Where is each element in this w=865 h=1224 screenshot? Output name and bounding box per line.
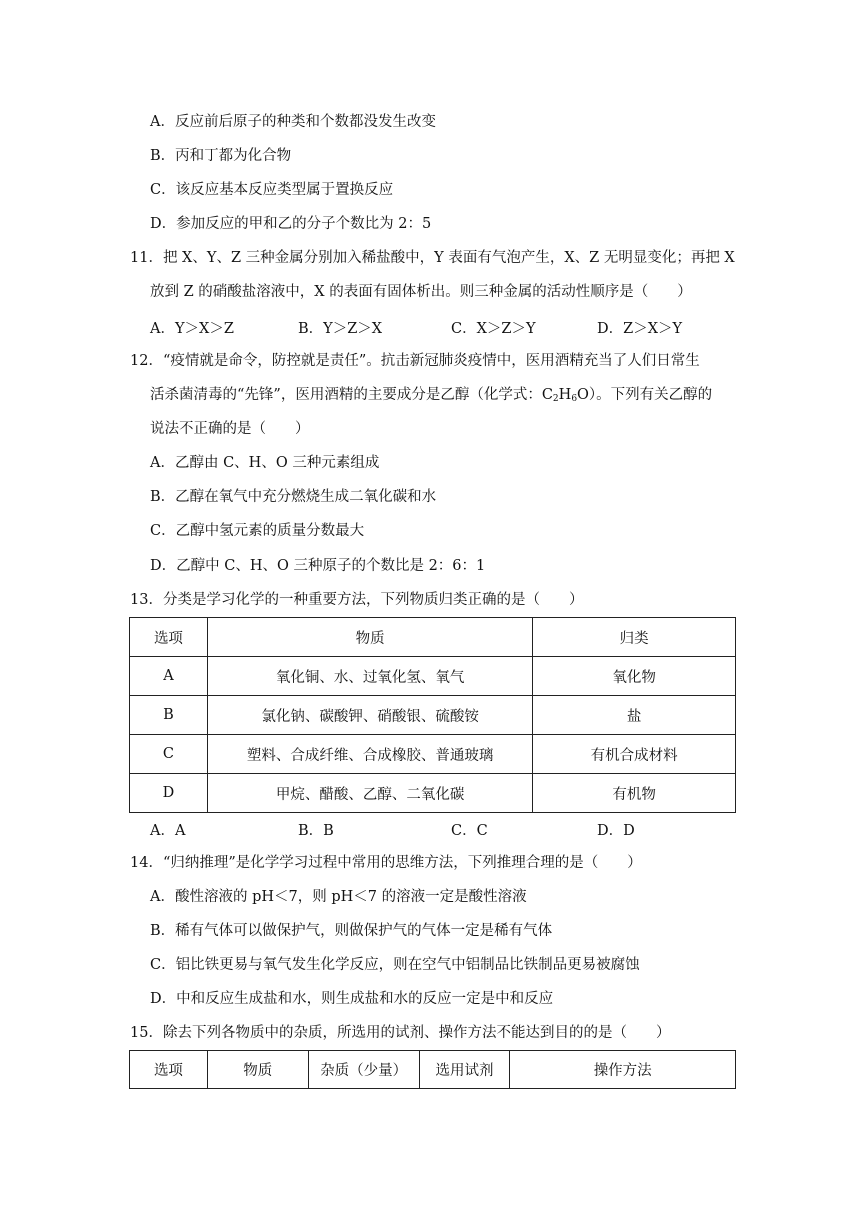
q13-stem: 13．分类是学习化学的一种重要方法，下列物质归类正确的是（ ） (130, 592, 584, 608)
table-cell: C (130, 735, 208, 774)
q11-stem-line2: 放到 Z 的硝酸盐溶液中，X 的表面有固体析出。则三种金属的活动性顺序是（ ） (150, 284, 692, 300)
q12-option-d: D．乙醇中 C、H、O 三种原子的个数比是 2：6：1 (150, 558, 486, 574)
q13-option-b: B．B (298, 823, 334, 839)
q11-option-c: C．X＞Z＞Y (451, 321, 536, 337)
q15-stem: 15．除去下列各物质中的杂质，所选用的试剂、操作方法不能达到目的的是（ ） (130, 1025, 671, 1041)
q12-stem-line2 (150, 385, 712, 409)
q12-option-b: B．乙醇在氧气中充分燃烧生成二氧化碳和水 (150, 489, 437, 505)
table-cell: 塑料、合成纤维、合成橡胶、普通玻璃 (207, 735, 532, 774)
formula-subscript-h: 6 (571, 394, 578, 404)
table-cell: 氧化铜、水、过氧化氢、氧气 (207, 657, 532, 696)
q13-table (129, 617, 736, 813)
table-cell: 有机物 (533, 774, 736, 813)
table-cell: 有机合成材料 (533, 735, 736, 774)
table-cell: 盐 (533, 696, 736, 735)
table-row (130, 657, 736, 696)
table-cell: D (130, 774, 208, 813)
table-header-cell: 选项 (130, 1051, 208, 1089)
q13-option-d: D．D (597, 823, 635, 839)
table-cell: B (130, 696, 208, 735)
table-row (130, 735, 736, 774)
q12-line2-pre: 活杀菌清毒的“先锋”，医用酒精的主要成分是乙醇（化学式：C (150, 387, 553, 403)
table-header-cell: 选项 (130, 618, 208, 657)
q15-table (129, 1050, 736, 1089)
q14-option-d: D．中和反应生成盐和水，则生成盐和水的反应一定是中和反应 (150, 991, 554, 1007)
formula-subscript-c: 2 (552, 394, 559, 404)
table-header-cell: 归类 (533, 618, 736, 657)
q12-option-a: A．乙醇由 C、H、O 三种元素组成 (150, 455, 380, 471)
q14-option-c: C．铝比铁更易与氧气发生化学反应，则在空气中铝制品比铁制品更易被腐蚀 (150, 957, 640, 973)
q13-option-a: A．A (150, 823, 186, 839)
table-header-cell: 操作方法 (510, 1051, 736, 1089)
q11-stem-line1: 11．把 X、Y、Z 三种金属分别加入稀盐酸中，Y 表面有气泡产生，X、Z 无明显变化；再把 X (130, 250, 735, 266)
q12-line2-post: O）。下列有关乙醇的 (577, 387, 713, 403)
q10-option-a: A．反应前后原子的种类和个数都没发生改变 (150, 114, 436, 130)
table-cell: A (130, 657, 208, 696)
q11-option-a: A．Y＞X＞Z (150, 321, 234, 337)
table-cell: 甲烷、醋酸、乙醇、二氧化碳 (207, 774, 532, 813)
q14-stem: 14．“归纳推理”是化学学习过程中常用的思维方法，下列推理合理的是（ ） (130, 855, 642, 871)
q10-option-d: D．参加反应的甲和乙的分子个数比为 2：5 (150, 216, 432, 232)
table-row (130, 696, 736, 735)
table-header-row (130, 618, 736, 657)
table-row (130, 774, 736, 813)
table-header-row (130, 1051, 736, 1089)
formula-h: H (558, 387, 572, 403)
q14-option-b: B．稀有气体可以做保护气，则做保护气的气体一定是稀有气体 (150, 923, 553, 939)
table-cell: 氧化物 (533, 657, 736, 696)
q10-option-b: B．丙和丁都为化合物 (150, 148, 292, 164)
q14-option-a: A．酸性溶液的 pH＜7，则 pH＜7 的溶液一定是酸性溶液 (150, 889, 527, 905)
q12-option-c: C．乙醇中氢元素的质量分数最大 (150, 523, 365, 539)
table-header-cell: 选用试剂 (419, 1051, 510, 1089)
q12-stem-line3: 说法不正确的是（ ） (150, 421, 310, 437)
q11-option-d: D．Z＞X＞Y (597, 321, 683, 337)
q13-option-c: C．C (451, 823, 488, 839)
q12-stem-line1: 12．“疫情就是命令，防控就是责任”。抗击新冠肺炎疫情中，医用酒精充当了人们日常生 (130, 353, 700, 369)
q10-option-c: C．该反应基本反应类型属于置换反应 (150, 182, 394, 198)
q11-option-b: B．Y＞Z＞X (298, 321, 383, 337)
table-header-cell: 物质 (207, 618, 532, 657)
table-header-cell: 物质 (207, 1051, 308, 1089)
table-cell: 氯化钠、碳酸钾、硝酸银、硫酸铵 (207, 696, 532, 735)
table-header-cell: 杂质（少量） (308, 1051, 419, 1089)
